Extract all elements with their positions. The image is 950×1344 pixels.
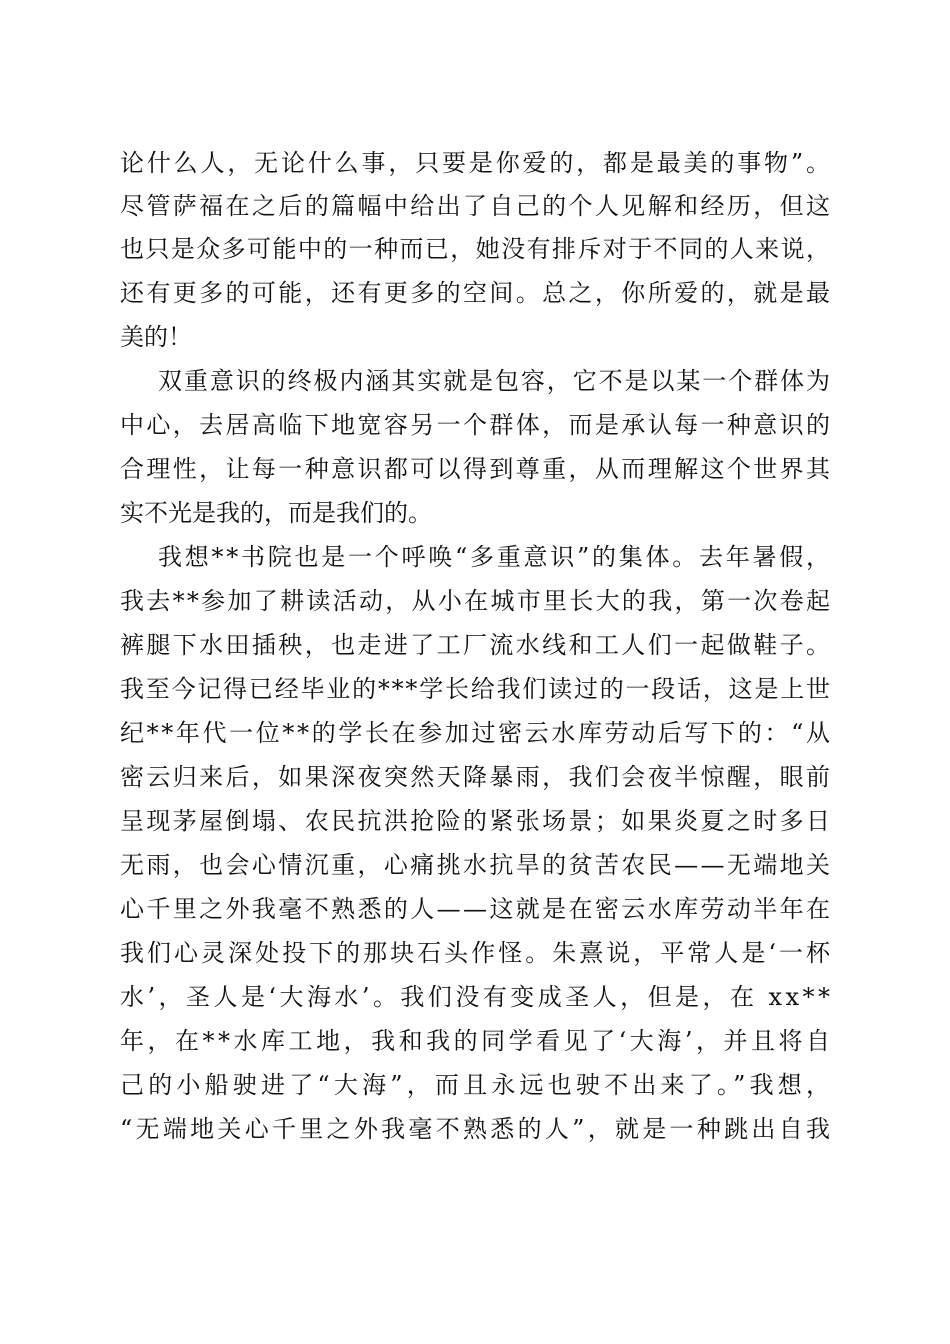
text-line — [0, 361, 950, 401]
text-line-content: 合理性，让每一种意识都可以得到尊重，从而理解这个世界其 — [120, 455, 833, 483]
text-line — [0, 449, 950, 489]
text-line — [0, 669, 950, 709]
text-line — [0, 143, 950, 183]
text-line — [0, 757, 950, 797]
text-line — [0, 537, 950, 577]
text-line — [0, 801, 950, 841]
text-line-content: 我想**书院也是一个呼唤“多重意识”的集体。去年暑假， — [158, 543, 833, 571]
text-line — [0, 625, 950, 665]
text-line-content: 无雨，也会心情沉重，心痛挑水抗旱的贫苦农民——无端地关 — [120, 851, 833, 879]
text-line-content: 中心，去居高临下地宽容另一个群体，而是承认每一种意识的 — [120, 411, 833, 439]
text-line-content: 美的！ — [120, 323, 192, 351]
text-line — [0, 977, 950, 1017]
text-line-content: 论什么人，无论什么事，只要是你爱的，都是最美的事物”。 — [120, 149, 833, 177]
text-line-content: “无端地关心千里之外我毫不熟悉的人”，就是一种跳出自我 — [120, 1115, 834, 1143]
text-line — [0, 229, 950, 269]
text-line-content: 裤腿下水田插秧，也走进了工厂流水线和工人们一起做鞋子。 — [120, 631, 833, 659]
text-line-content: 实不光是我的，而是我们的。 — [120, 499, 432, 527]
text-line — [0, 273, 950, 313]
text-line — [0, 493, 950, 533]
text-line-content: 己的小船驶进了“大海”，而且永远也驶不出来了。”我想， — [120, 1071, 835, 1099]
text-line — [0, 1065, 950, 1105]
text-line-content: 年，在**水库工地，我和我的同学看见了‘大海’，并且将自 — [120, 1027, 834, 1055]
text-line-content: 双重意识的终极内涵其实就是包容，它不是以某一个群体为 — [158, 367, 832, 395]
text-line-content: 尽管萨福在之后的篇幅中给出了自己的个人见解和经历，但这 — [120, 192, 833, 220]
text-line — [0, 186, 950, 226]
text-line — [0, 1021, 950, 1061]
text-line-content: 我至今记得已经毕业的***学长给我们读过的一段话，这是上世 — [120, 675, 832, 703]
text-line-content: 纪**年代一位**的学长在参加过密云水库劳动后写下的：“从 — [120, 719, 833, 747]
text-line — [0, 713, 950, 753]
text-line-content: 也只是众多可能中的一种而已，她没有排斥对于不同的人来说， — [120, 235, 832, 263]
text-line — [0, 317, 950, 357]
text-line — [0, 889, 950, 929]
text-line — [0, 405, 950, 445]
text-line-content: 我去**参加了耕读活动，从小在城市里长大的我，第一次卷起 — [120, 587, 833, 615]
text-line-content: 密云归来后，如果深夜突然天降暴雨，我们会夜半惊醒，眼前 — [120, 763, 833, 791]
text-line-content: 还有更多的可能，还有更多的空间。总之，你所爱的，就是最 — [120, 279, 833, 307]
text-line — [0, 933, 950, 973]
text-line — [0, 1109, 950, 1149]
text-line-content: 我们心灵深处投下的那块石头作怪。朱熹说，平常人是‘一杯 — [120, 939, 833, 967]
text-line-content: 心千里之外我毫不熟悉的人——这就是在密云水库劳动半年在 — [120, 895, 833, 923]
text-line — [0, 845, 950, 885]
text-line-content: 呈现茅屋倒塌、农民抗洪抢险的紧张场景；如果炎夏之时多日 — [120, 807, 833, 835]
text-line-content: 水’，圣人是‘大海水’。我们没有变成圣人，但是，在 xx** — [120, 983, 834, 1011]
text-line — [0, 581, 950, 621]
